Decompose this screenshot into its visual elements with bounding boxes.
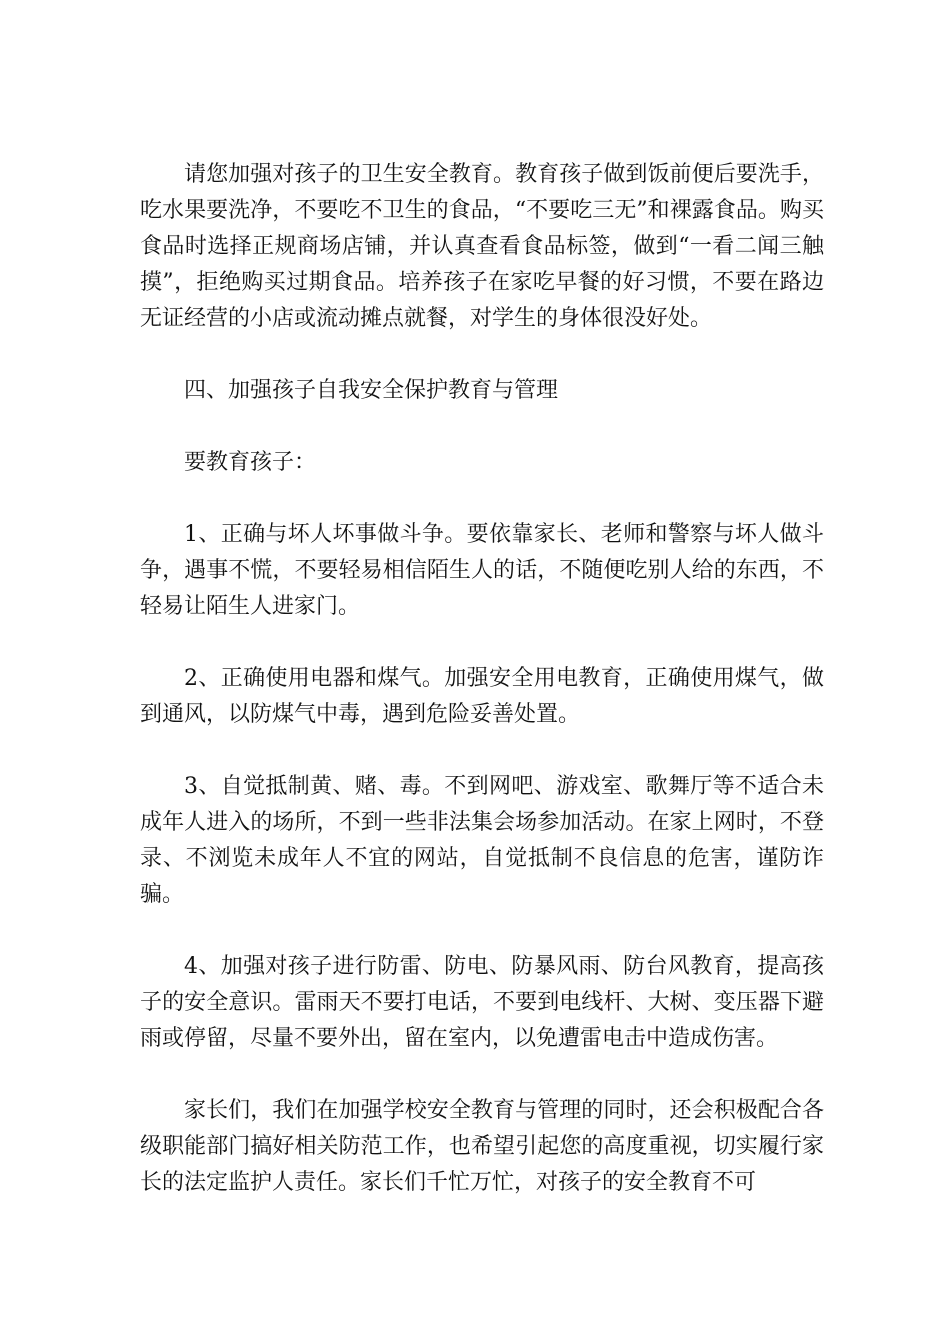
list-item-2: 2、正确使用电器和煤气。加强安全用电教育，正确使用煤气，做到通风，以防煤气中毒，遇到危险妥善处置。 [140, 666, 824, 727]
paragraph-closing: 家长们，我们在加强学校安全教育与管理的同时，还会积极配合各级职能部门搞好相关防范工作，也希望引起您的高度重视，切实履行家长的法定监护人责任。家长们千忙万忙，对孩子的安全教育不可 [140, 1098, 824, 1195]
list-item-1: 1、正确与坏人坏事做斗争。要依靠家长、老师和警察与坏人做斗争，遇事不慌，不要轻易相信陌生人的话，不随便吃别人给的东西，不轻易让陌生人进家门。 [140, 522, 824, 619]
paragraph-hygiene-safety: 请您加强对孩子的卫生安全教育。教育孩子做到饭前便后要洗手，吃水果要洗净，不要吃不卫生的食品，“不要吃三无”和裸露食品。购买食品时选择正规商场店铺，并认真查看食品标签，做到“一看二闻三触摸”，拒绝购买过期食品。培养孩子在家吃早餐的好习惯，不要在路边无证经营的小店或流动摊点就餐，对学生的身体很没好处。 [140, 162, 824, 331]
paragraph-intro: 要教育孩子： [184, 450, 317, 475]
section-heading-self-protection: 四、加强孩子自我安全保护教育与管理 [184, 378, 559, 403]
document-body [140, 157, 824, 1201]
list-item-3: 3、自觉抵制黄、赌、毒。不到网吧、游戏室、歌舞厅等不适合未成年人进入的场所，不到一些非法集会场参加活动。在家上网时，不登录、不浏览未成年人不宜的网站，自觉抵制不良信息的危害，谨防诈骗。 [140, 774, 824, 907]
list-item-4: 4、加强对孩子进行防雷、防电、防暴风雨、防台风教育，提高孩子的安全意识。雷雨天不要打电话，不要到电线杆、大树、变压器下避雨或停留，尽量不要外出，留在室内，以免遭雷电击中造成伤害。 [140, 954, 824, 1051]
